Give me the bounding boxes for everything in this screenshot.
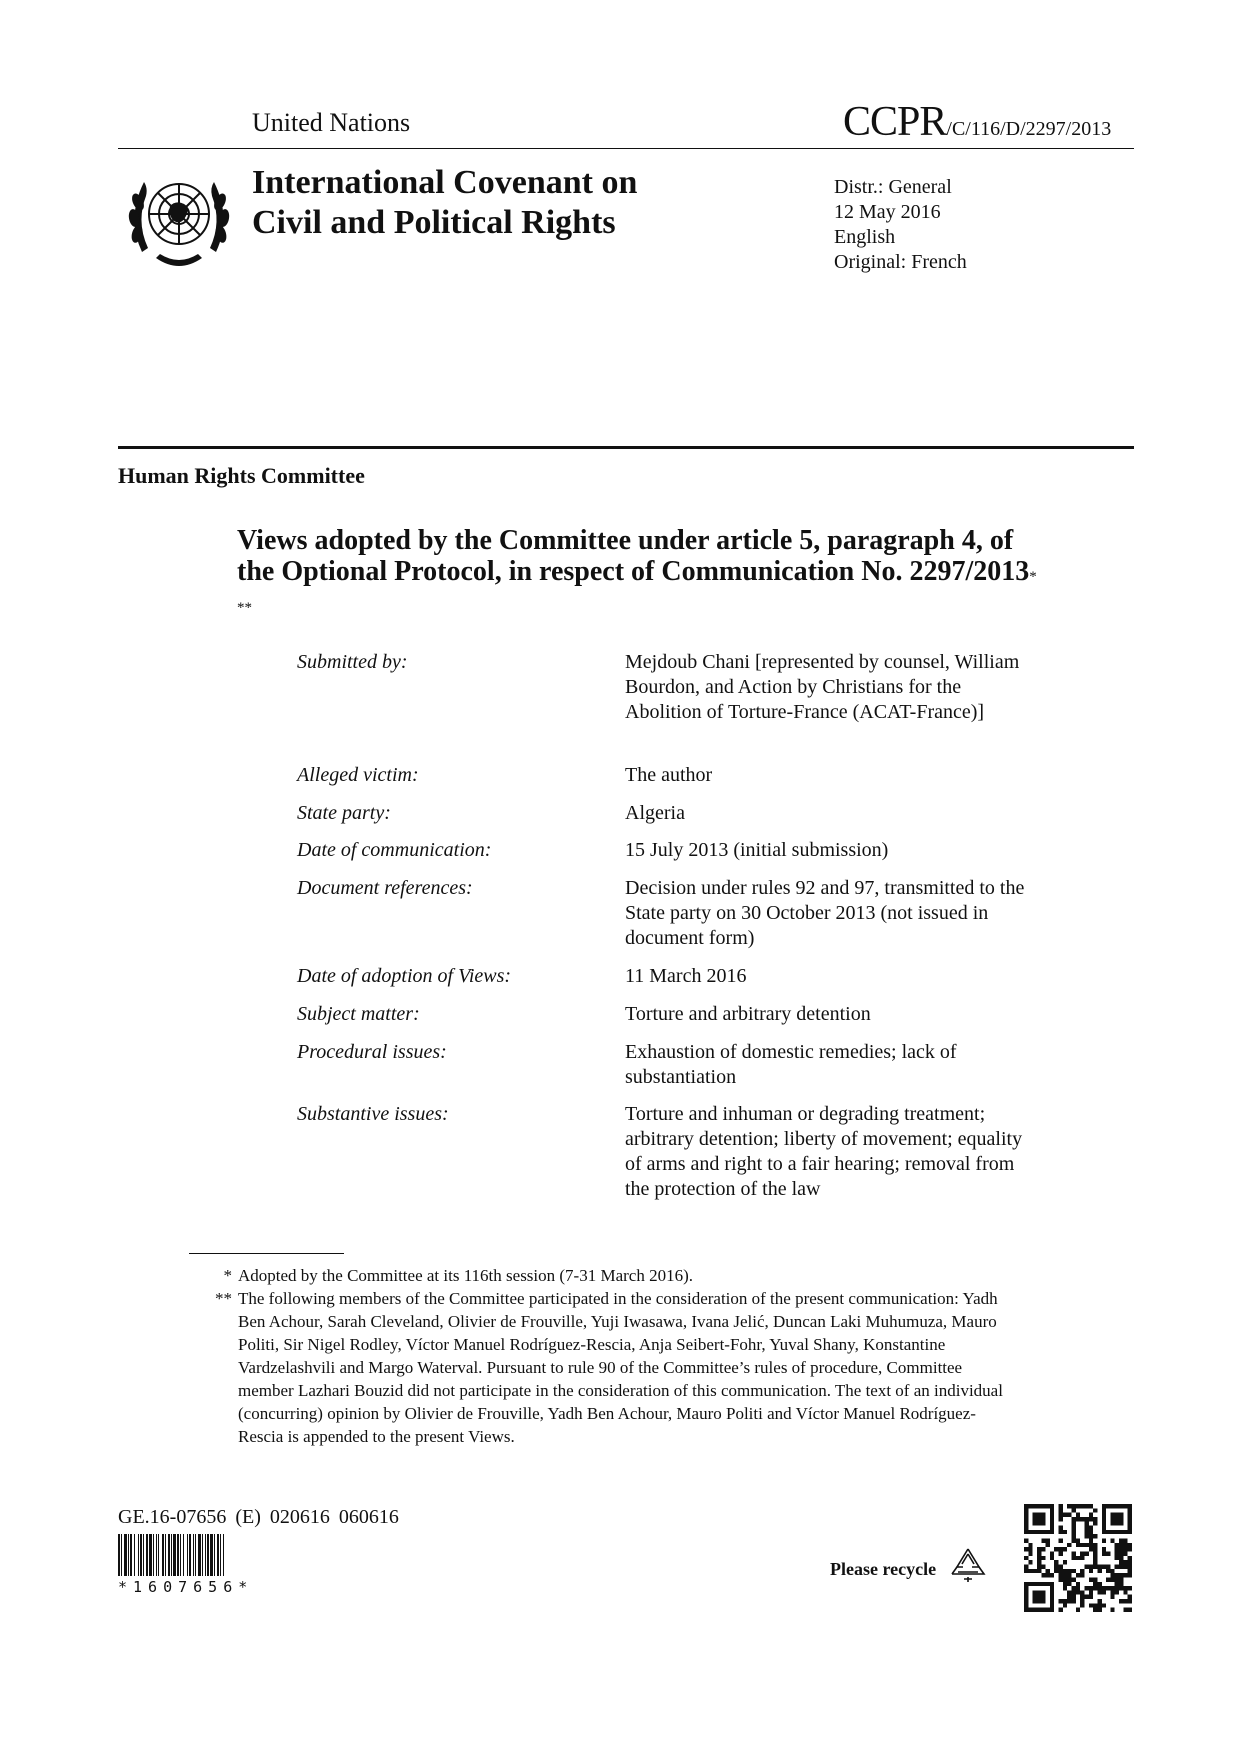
footnote-text: Adopted by the Committee at its 116th session (7-31 March 2016).	[238, 1266, 693, 1285]
distribution-status: Distr.: General	[834, 176, 952, 198]
header-rule	[118, 148, 1134, 149]
views-title	[237, 525, 1037, 618]
metadata-label: Submitted by:	[297, 651, 408, 673]
footnote-markers: * **	[237, 569, 1037, 616]
distribution-date: 12 May 2016	[834, 201, 941, 223]
metadata-value: Torture and inhuman or degrading treatment; arbitrary detention; liberty of movement; equality of arms and right to a fair hearing; removal from the protection of the law	[625, 1103, 1023, 1200]
footnote-mark: **	[215, 1289, 232, 1308]
treaty-title	[252, 163, 637, 243]
metadata-label: Date of communication:	[297, 839, 492, 861]
treaty-title-line-1: International Covenant on	[252, 164, 638, 201]
views-title-text: Views adopted by the Committee under article 5, paragraph 4, of the Optional Protocol, in respect of Communication No. 2297/2013	[237, 525, 1030, 587]
metadata-value: Decision under rules 92 and 97, transmitted to the State party on 30 October 2013 (not issued in document form)	[625, 877, 1025, 949]
metadata-label: State party:	[297, 802, 391, 824]
committee-name: Human Rights Committee	[118, 463, 365, 488]
metadata-value: Algeria	[625, 802, 685, 824]
un-emblem-icon	[120, 162, 238, 274]
distribution-language: English	[834, 226, 896, 248]
metadata-label: Alleged victim:	[297, 764, 419, 786]
metadata-value: The author	[625, 764, 713, 786]
barcode-icon	[118, 1534, 293, 1576]
metadata-label: Substantive issues:	[297, 1103, 449, 1125]
metadata-value: 11 March 2016	[625, 965, 747, 987]
recycle-text: Please recycle	[830, 1559, 937, 1579]
metadata-label: Document references:	[297, 877, 473, 899]
recycle-icon	[948, 1546, 988, 1584]
section-rule	[118, 446, 1134, 449]
metadata-value: Mejdoub Chani [represented by counsel, William Bourdon, and Action by Christians for the Abolition of Torture-France (ACAT-France)]	[625, 651, 1020, 723]
metadata-value: Exhaustion of domestic remedies; lack of substantiation	[625, 1041, 957, 1088]
treaty-title-line-2: Civil and Political Rights	[252, 204, 616, 241]
barcode-digits: *1607656*	[118, 1578, 254, 1596]
metadata-value: 15 July 2013 (initial submission)	[625, 839, 889, 861]
organization-name: United Nations	[252, 108, 411, 137]
footnote-separator	[189, 1253, 344, 1254]
symbol-main: CCPR	[843, 99, 947, 145]
qr-code-icon	[1024, 1504, 1132, 1612]
footnote-mark: *	[223, 1266, 232, 1285]
document-symbol	[843, 98, 1111, 146]
metadata-label: Subject matter:	[297, 1003, 420, 1025]
metadata-label: Procedural issues:	[297, 1041, 447, 1063]
metadata-value: Torture and arbitrary detention	[625, 1003, 871, 1025]
footnote-text: The following members of the Committee participated in the consideration of the present communication: Yadh Ben Achour, Sarah Cleveland, Olivier de Frouville, Yuji Iwasawa, Ivana Jelić, Duncan Laki Muhumuza, Mauro Politi, Sir Nigel Rodley, Víctor Manuel Rodríguez-Rescia, Anja Seibert-Fohr, Yuval Shany, Konstantine Vardzelashvili and Margo Waterval. Pursuant to rule 90 of the Committee’s rules of procedure, Committee member Lazhari Bouzid did not participate in the consideration of this communication. The text of an individual (concurring) opinion by Olivier de Frouville, Yadh Ben Achour, Mauro Politi and Víctor Manuel Rodríguez-Rescia is appended to the present Views.	[238, 1289, 1003, 1446]
distribution-original: Original: French	[834, 251, 967, 273]
job-number: GE.16-07656 (E) 020616 060616	[118, 1506, 399, 1528]
metadata-label: Date of adoption of Views:	[297, 965, 512, 987]
distribution-block	[834, 175, 967, 275]
symbol-suffix: /C/116/D/2297/2013	[946, 118, 1112, 140]
